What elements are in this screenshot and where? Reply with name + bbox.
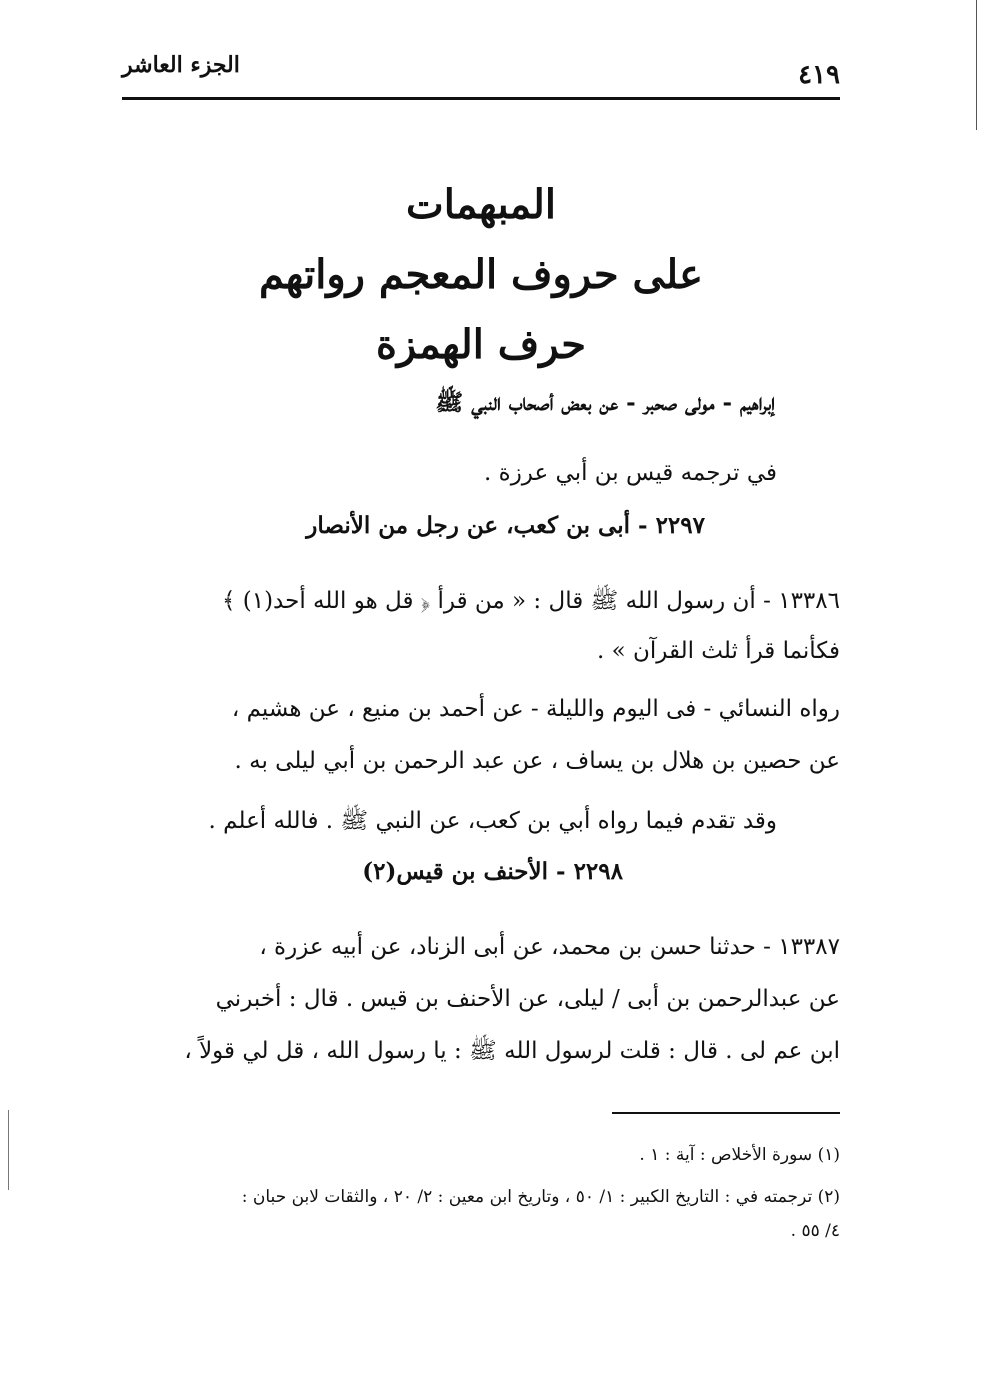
scan-edge-line	[976, 0, 977, 130]
source-line: رواه النسائي - فى اليوم والليلة - عن أحمد بن منيع ، عن هشيم ،	[231, 696, 840, 722]
footnote: (٢) ترجمته في : التاريخ الكبير : ١/ ٥٠ ، وتاريخ ابن معين : ٢/ ٢٠ ، والثقات لابن حبان :	[241, 1187, 840, 1207]
footnote: (١) سورة الأخلاص : آية : ١ .	[639, 1145, 840, 1165]
hadith-line: ١٣٣٨٦ - أن رسول الله ﷺ قال : « من قرأ ﴿ قل هو الله أحد(١) ﴾	[221, 588, 840, 614]
header-rule	[122, 97, 840, 100]
entry-note: في ترجمه قيس بن أبي عرزة .	[484, 460, 777, 486]
hadith-line: فكأنما قرأ ثلث القرآن » .	[596, 638, 840, 664]
entry-heading: إبراهيم - مولى صحبر - عن بعض أصحاب النبي ﷺ	[435, 389, 775, 416]
section-title: حرف الهمزة	[375, 321, 587, 368]
hadith-line: ١٣٣٨٧ - حدثنا حسن بن محمد، عن أبى الزناد، عن أبيه عزرة ،	[259, 934, 840, 960]
entry-heading: ٢٢٩٧ - أبى بن كعب، عن رجل من الأنصار	[306, 512, 705, 539]
footnote-rule	[612, 1112, 840, 1114]
running-header	[122, 52, 840, 98]
scan-edge-line	[8, 1110, 9, 1190]
source-line: عن حصين بن هلال بن يساف ، عن عبد الرحمن بن أبي ليلى به .	[234, 748, 840, 774]
chapter-title: المبهمات	[406, 181, 556, 228]
hadith-line: عن عبدالرحمن بن أبى / ليلى، عن الأحنف بن قيس . قال : أخبرني	[215, 986, 840, 1012]
hadith-line: ابن عم لى . قال : قلت لرسول الله ﷺ : يا رسول الله ، قل لي قولاً ،	[184, 1038, 840, 1064]
entry-note: وقد تقدم فيما رواه أبي بن كعب، عن النبي ﷺ . فالله أعلم .	[208, 808, 777, 834]
entry-heading: ٢٢٩٨ - الأحنف بن قيس(٢)	[362, 858, 623, 885]
footnote: ٤/ ٥٥ .	[790, 1221, 840, 1241]
running-title: الجزء العاشر	[122, 52, 240, 78]
page-number: ٤١٩	[798, 60, 840, 90]
chapter-subtitle: على حروف المعجم رواتهم	[259, 251, 703, 298]
